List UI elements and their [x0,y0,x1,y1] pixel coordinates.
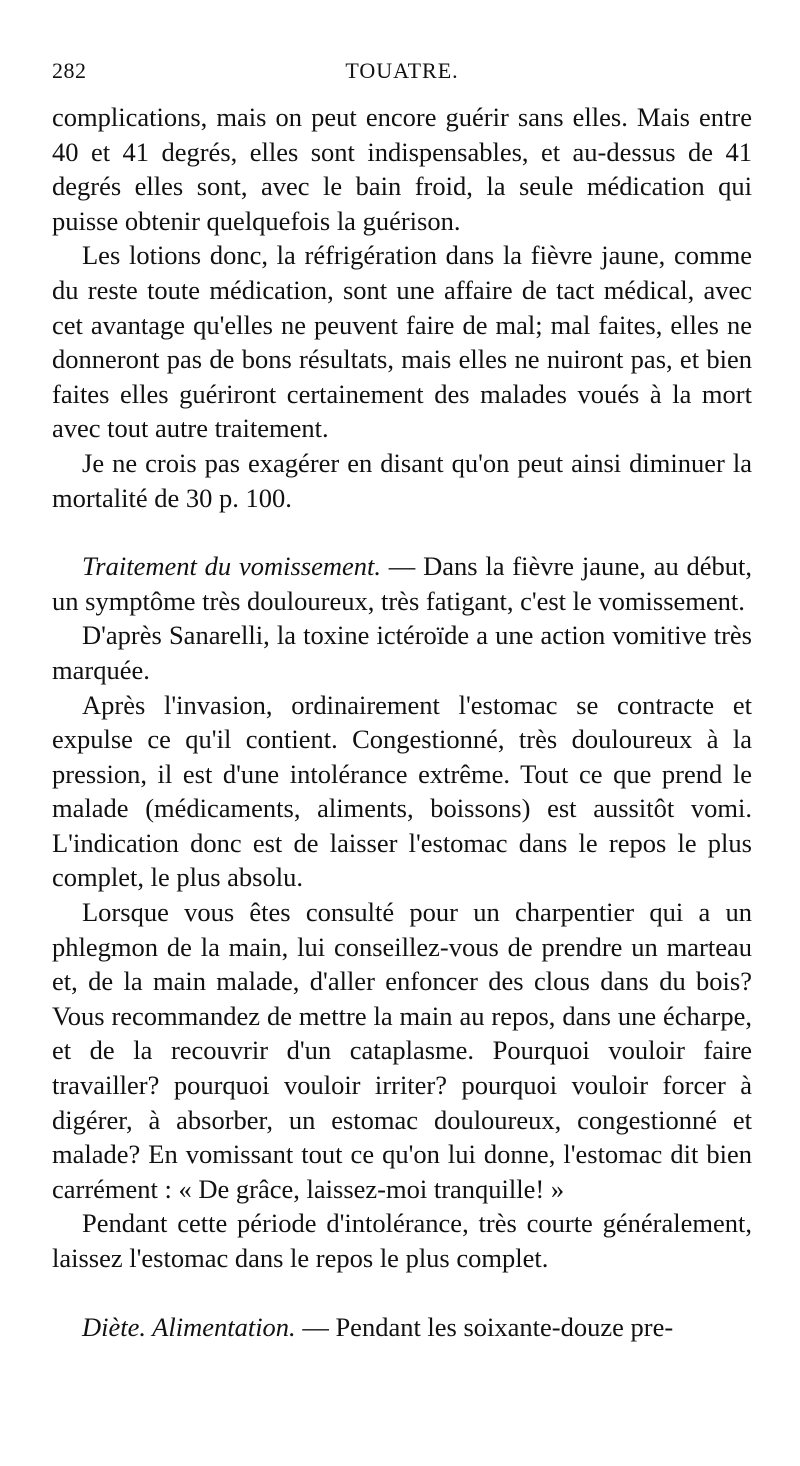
page-header [52,58,752,92]
paragraph-text: Je ne crois pas exagérer en disant qu'on peut ainsi diminuer la mortalité de 30 p. 100. [52,447,752,513]
paragraph-text: Pendant cette période d'intolérance, très courte généralement, laissez l'estomac dans le repos le plus complet. [52,1208,752,1273]
paragraph-text: Après l'invasion, ordinairement l'estomac se contracte et expulse ce qu'il contient. Congestionné, très douloureux à la pression, il est d'une intolérance extrême. Tout ce que prend le malade (médicaments, aliments, boissons) est aussitôt vomi. L'indication donc est de laisser l'estomac dans le repos le plus complet, le plus absolu. [52,689,752,893]
paragraph [52,688,752,896]
paragraph [52,238,752,446]
paragraph-text: Lorsque vous êtes consulté pour un charpentier qui a un phlegmon de la main, lui conseillez-vous de prendre un marteau et, de la main malade, d'aller enfoncer des clous dans du bois? Vous recommandez de mettre la main au repos, dans une écharpe, et de la recouvrir d'un cataplasme. Pourquoi vouloir faire travailler? pourquoi vouloir irriter? pourquoi vouloir forcer à digérer, à absorber, un estomac douloureux, congestionné et malade? En vomissant tout ce qu'on lui donne, l'estomac dit bien carrément : « De grâce, laissez-moi tranquille! » [52,897,752,1204]
paragraph-text: complications, mais on peut encore guérir sans elles. Mais entre 40 et 41 degrés, elles sont indispensables, et au-dessus de 41 degrés elles sont, avec le bain froid, la seule médication qui puisse obtenir quelquefois la guérison. [52,102,752,236]
section-heading: Diète. Alimentation. [82,1311,296,1342]
paragraph-text: Les lotions donc, la réfrigération dans la fièvre jaune, comme du reste toute médication, sont une affaire de tact médical, avec cet avantage qu'elles ne peuvent faire de mal; mal faites, elles ne donneront pas de bons résultats, mais elles ne nuiront pas, et bien faites elles guériront certainement des malades voués à la mort avec tout autre traitement. [52,240,752,444]
paragraph [52,618,752,687]
section-heading: Traitement du vomissement. [82,551,381,582]
body-text [52,100,752,1344]
paragraph-text: D'après Sanarelli, la toxine ictéroïde a une action vomitive très marquée. [52,620,752,685]
paragraph [52,1206,752,1275]
section-paragraph [52,1310,752,1345]
paragraph [52,100,752,238]
section-paragraph [52,549,752,618]
paragraph [52,895,752,1206]
paragraph-text: — Dans la fièvre jaune, au début, un symptôme très douloureux, très fatigant, c'est le vomissement. [52,551,752,616]
page-number: 282 [52,58,87,83]
paragraph-text: — Pendant les soixante-douze pre- [295,1311,674,1342]
paragraph [52,446,752,515]
running-title: TOUATRE. [345,58,459,83]
book-page [52,0,752,1466]
